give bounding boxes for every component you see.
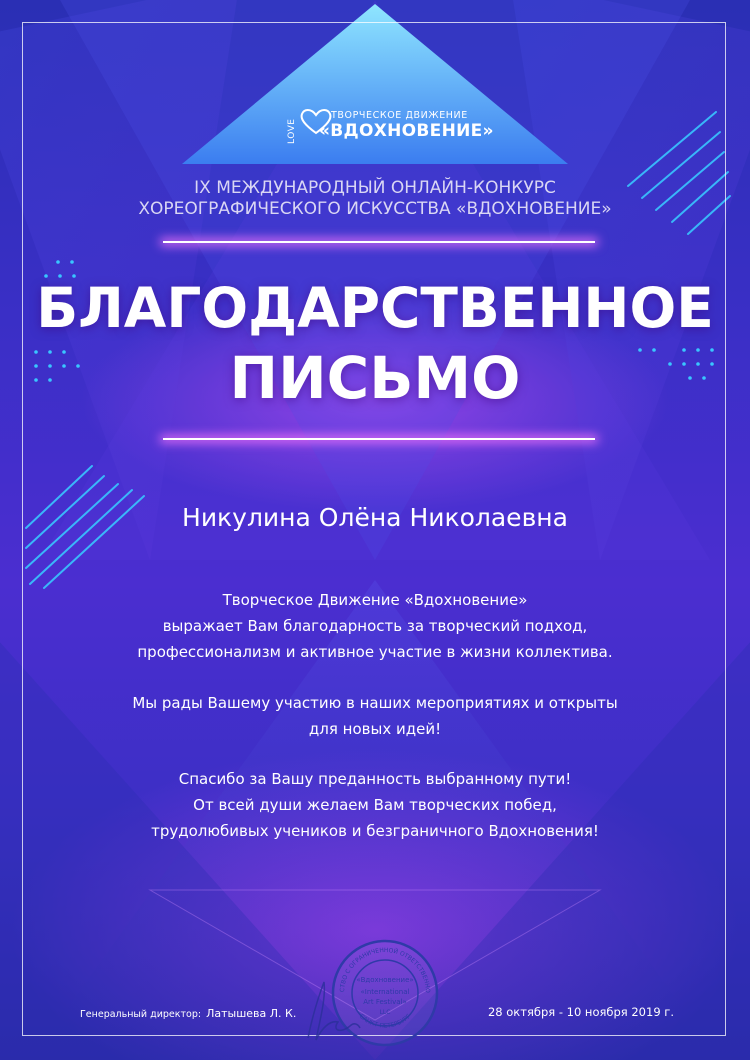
recipient-name: Никулина Олёна Николаевна	[182, 503, 568, 532]
paragraph-line: Спасибо за Вашу преданность выбранному пути!	[178, 770, 572, 788]
paragraph-line: для новых идей!	[308, 720, 442, 738]
seal-bottom-text: САНКТ-ПЕТЕРБУРГ	[357, 1012, 413, 1030]
signature	[300, 968, 370, 1054]
paragraph-1	[0, 587, 750, 665]
contest-line2: ХОРЕОГРАФИЧЕСКОГО ИСКУССТВА «ВДОХНОВЕНИЕ»	[138, 199, 612, 219]
director-signature-line	[80, 1007, 296, 1020]
paragraph-line: профессионализм и активное участие в жизни коллектива.	[137, 643, 613, 661]
paragraph-3	[0, 766, 750, 844]
director-label: Генеральный директор:	[80, 1009, 202, 1020]
seal-line3: Art Festival»	[363, 998, 407, 1006]
seal-line1: «Вдохновение»	[356, 976, 414, 984]
paragraph-2	[0, 690, 750, 742]
paragraph-line: трудолюбивых учеников и безграничного Вдохновения!	[151, 822, 599, 840]
logo-line2: «ВДОХНОВЕНИЕ»	[319, 121, 494, 141]
event-dates: 28 октября - 10 ноября 2019 г.	[487, 1005, 674, 1019]
paragraph-line: Творческое Движение «Вдохновение»	[222, 591, 528, 609]
top-divider	[163, 241, 595, 243]
paragraph-line: От всей души желаем Вам творческих побед,	[193, 796, 557, 814]
seal-line4: LLC	[379, 1009, 391, 1016]
director-name: Латышева Л. К.	[206, 1007, 297, 1020]
contest-name	[0, 178, 750, 220]
seal-line2: «International	[360, 988, 410, 996]
logo-line1: ТВОРЧЕСКОЕ ДВИЖЕНИЕ	[331, 110, 468, 121]
logo	[283, 104, 494, 148]
bottom-divider	[163, 438, 595, 440]
paragraph-line: Мы рады Вашему участию в наших мероприятиях и открыты	[132, 694, 618, 712]
title-line1: БЛАГОДАРСТВЕННОЕ	[36, 276, 714, 340]
title-line2: ПИСЬМО	[229, 344, 521, 412]
logo-love-text: LOVE	[287, 118, 297, 144]
contest-line1: IX МЕЖДУНАРОДНЫЙ ОНЛАЙН-КОНКУРС	[194, 178, 556, 198]
seal-ring-text: СТВО С ОГРАНИЧЕННОЙ ОТВЕТСТВЕННО	[338, 946, 432, 994]
paragraph-line: выражает Вам благодарность за творческий подход,	[162, 617, 588, 635]
